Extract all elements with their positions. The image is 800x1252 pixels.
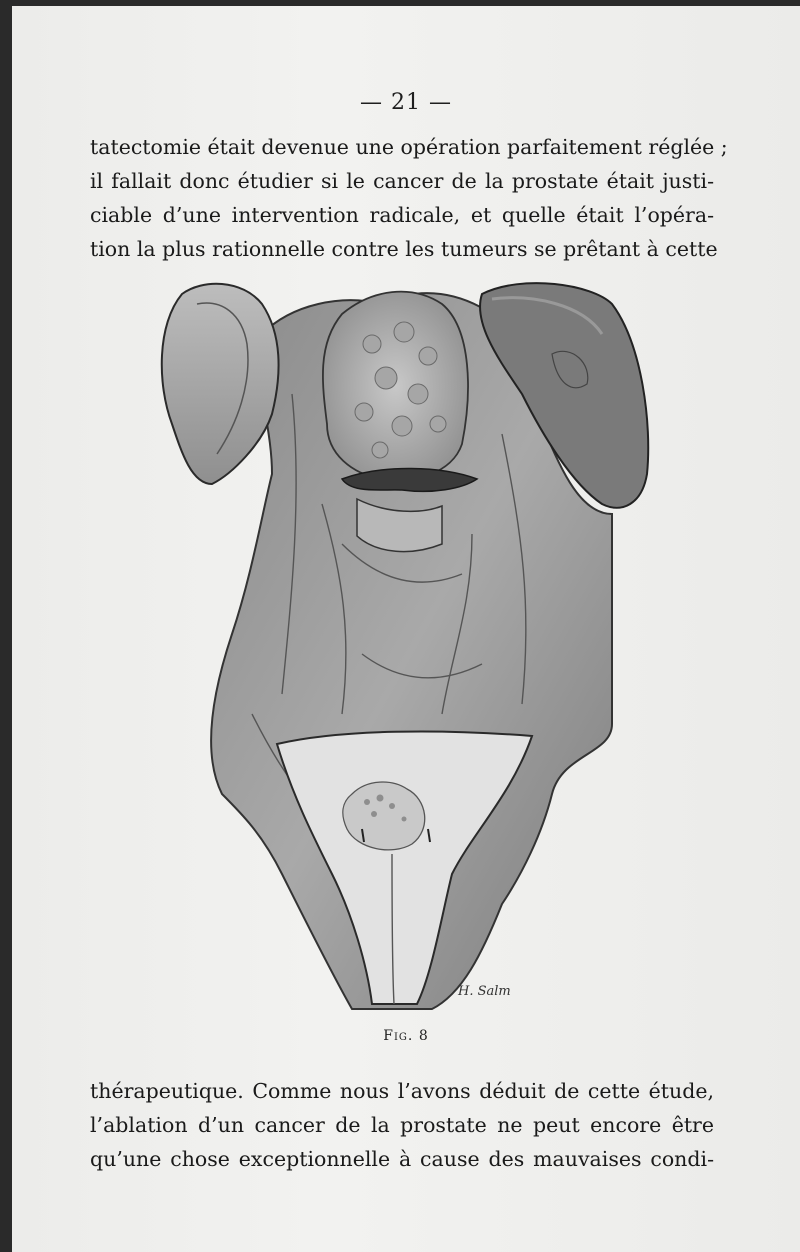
text-line: qu’une chose exceptionnelle à cause des mauvaises condi- — [90, 1147, 714, 1171]
anatomical-illustration — [142, 274, 662, 1014]
text-line: thérapeutique. Comme nous l’avons déduit de cette étude, — [90, 1079, 714, 1103]
bottom-paragraph — [90, 1074, 714, 1176]
text-line: l’ablation d’un cancer de la prostate ne peut encore être — [90, 1113, 714, 1137]
left-flap — [162, 284, 279, 484]
text-line: tion la plus rationnelle contre les tumeurs se prêtant à cette — [90, 237, 718, 261]
book-page — [12, 6, 800, 1252]
text-line: tatectomie était devenue une opération parfaitement réglée ; — [90, 135, 728, 159]
figure-caption: Fig. 8 — [383, 1028, 429, 1044]
text-line: ciable d’une intervention radicale, et quelle était l’opéra- — [90, 203, 714, 227]
top-paragraph — [90, 130, 728, 266]
text-line: il fallait donc étudier si le cancer de la prostate était justi- — [90, 169, 714, 193]
artist-signature: H. Salm — [458, 984, 511, 999]
page-number: — 21 — — [360, 90, 452, 115]
prostate-lobe — [323, 292, 468, 481]
